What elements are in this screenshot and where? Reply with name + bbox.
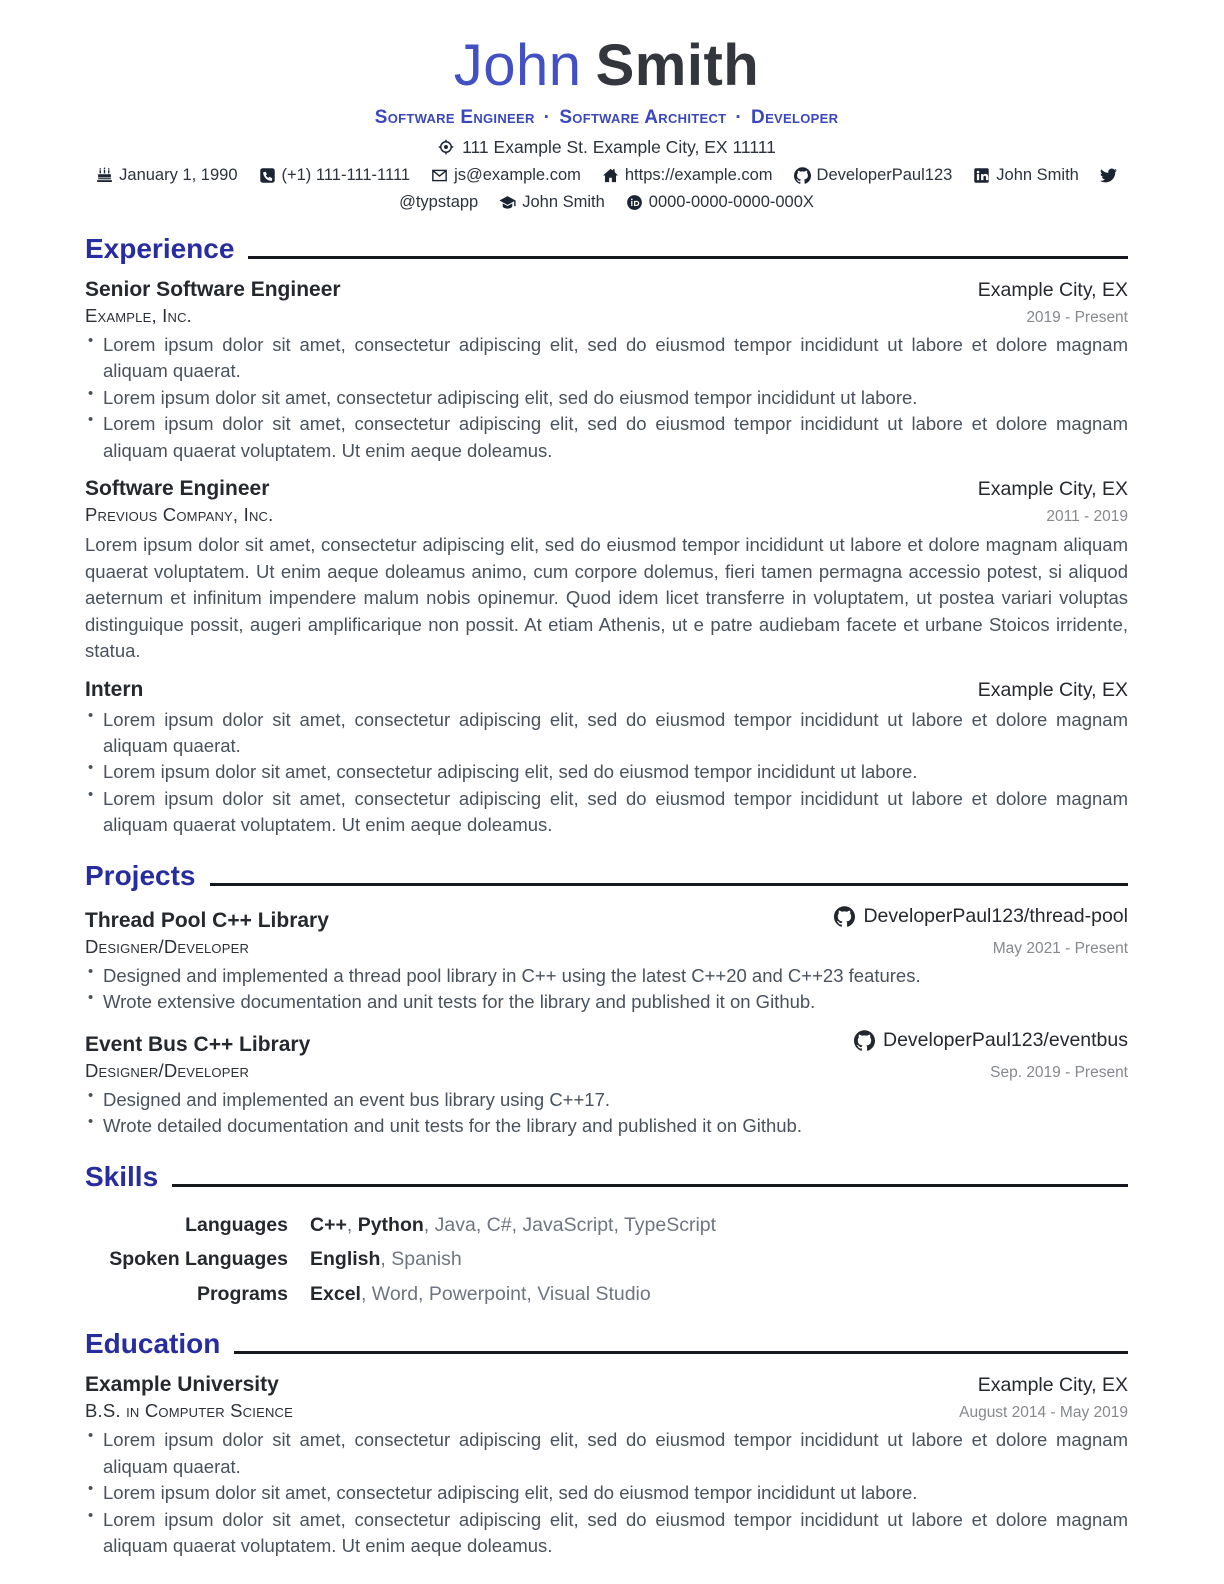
bullet-item: • Lorem ipsum dolor sit amet, consectetur adipiscing elit, sed do eiusmod tempor incididunt ut labore.	[85, 1480, 1128, 1506]
bullet-item: • Lorem ipsum dolor sit amet, consectetur adipiscing elit, sed do eiusmod tempor incididunt ut labore et dolore magnam aliquam quaerat voluptatem. Ut enim aeque doleamus.	[85, 411, 1128, 464]
entry-right-text: Example City, EX	[977, 478, 1128, 501]
entry-heading-row	[85, 1029, 1128, 1057]
entry-subtitle: Designer/Developer	[85, 935, 250, 957]
entry-title: Thread Pool C++ Library	[85, 908, 329, 932]
github-icon	[834, 906, 855, 927]
phone-icon	[259, 167, 276, 184]
entry-location	[978, 679, 1128, 702]
entry-title: Senior Software Engineer	[85, 277, 341, 301]
entry-right-text: Example City, EX	[977, 1374, 1128, 1397]
entry-location	[978, 279, 1128, 302]
job-title: Developer	[751, 106, 839, 128]
entry-sub-row	[85, 305, 1128, 327]
entry-bullet-list	[85, 332, 1128, 464]
resume-entry	[85, 905, 1128, 1016]
skill-item-emphasized: English	[310, 1248, 381, 1271]
section-heading	[85, 1161, 1128, 1193]
entry-bullet-list	[85, 707, 1128, 839]
github-icon	[854, 1030, 875, 1051]
skill-category-label: Programs	[196, 1282, 288, 1305]
skill-category-label: Spoken Languages	[109, 1248, 288, 1271]
skill-item: ,	[346, 1213, 358, 1236]
entry-heading-row	[85, 678, 1128, 702]
section-title: Experience	[85, 232, 235, 264]
contact-twitter-handle-text: @typstapp	[399, 192, 479, 211]
skill-values	[310, 1282, 1128, 1307]
section-heading	[85, 1328, 1128, 1360]
entry-title: Intern	[85, 677, 144, 701]
entry-repo-link[interactable]	[854, 1029, 1128, 1052]
bullet-item: • Lorem ipsum dolor sit amet, consectetur adipiscing elit, sed do eiusmod tempor incididunt ut labore et dolore magnam aliquam quaerat.	[85, 1427, 1128, 1480]
entry-dates: 2011 - 2019	[1046, 508, 1128, 526]
entry-sub-row	[85, 936, 1128, 958]
entry-sub-row	[85, 1060, 1128, 1082]
location-icon	[437, 138, 455, 156]
bullet-item: • Lorem ipsum dolor sit amet, consectetur adipiscing elit, sed do eiusmod tempor incididunt ut labore et dolore magnam aliquam quaerat.	[85, 332, 1128, 385]
entry-dates: May 2021 - Present	[992, 939, 1128, 957]
email-icon	[431, 167, 448, 184]
contact-website-text: https://example.com	[624, 165, 773, 184]
entry-heading-row	[85, 477, 1128, 501]
entry-location	[978, 1374, 1128, 1397]
entry-bullet-list	[85, 963, 1128, 1016]
bullet-item: • Wrote extensive documentation and unit tests for the library and published it on Github.	[85, 989, 1128, 1015]
contact-github[interactable]	[794, 166, 953, 185]
contact-scholar[interactable]	[499, 193, 605, 212]
bullet-item: • Designed and implemented an event bus library using C++17.	[85, 1087, 1128, 1113]
skill-item-emphasized: C++	[310, 1213, 347, 1236]
twitter-icon	[1100, 167, 1117, 184]
full-name	[85, 34, 1128, 98]
contact-linkedin-text: John Smith	[996, 165, 1079, 184]
entry-dates: 2019 - Present	[1026, 308, 1128, 326]
job-title: Software Engineer	[374, 106, 535, 128]
entry-bullet-list	[85, 1427, 1128, 1559]
entry-right-text: DeveloperPaul123/eventbus	[882, 1028, 1128, 1051]
entry-subtitle: B.S. in Computer Science	[85, 1400, 293, 1422]
entry-title: Software Engineer	[85, 477, 270, 501]
section-rule	[210, 883, 1129, 886]
address-text: 111 Example St. Example City, EX 11111	[462, 136, 776, 157]
entry-subtitle: Designer/Developer	[85, 1059, 250, 1081]
entry-right-text: Example City, EX	[977, 678, 1128, 701]
entry-sub-row	[85, 504, 1128, 526]
entry-title: Example University	[85, 1373, 279, 1397]
skill-values	[310, 1247, 1128, 1272]
skill-item-emphasized: Python	[357, 1213, 424, 1236]
section-rule	[248, 256, 1128, 259]
github-icon	[794, 167, 811, 184]
contact-github-text: DeveloperPaul123	[816, 165, 953, 184]
bullet-item: • Lorem ipsum dolor sit amet, consectetur adipiscing elit, sed do eiusmod tempor incididunt ut labore.	[85, 759, 1128, 785]
skill-item-emphasized: Excel	[310, 1282, 361, 1305]
entry-sub-row	[85, 1400, 1128, 1422]
resume-entry	[85, 1029, 1128, 1140]
contact-phone[interactable]	[259, 166, 411, 185]
resume-entry	[85, 678, 1128, 839]
bullet-item: • Lorem ipsum dolor sit amet, consectetur adipiscing elit, sed do eiusmod tempor incididunt ut labore.	[85, 385, 1128, 411]
section-title: Projects	[85, 859, 196, 891]
skill-item: , Java, C#, JavaScript, TypeScript	[423, 1213, 717, 1236]
skills-table	[85, 1213, 1128, 1307]
entry-dates: Sep. 2019 - Present	[990, 1063, 1128, 1081]
resume-entry	[85, 1373, 1128, 1559]
entry-dates: August 2014 - May 2019	[959, 1404, 1128, 1422]
entry-heading-row	[85, 1373, 1128, 1397]
resume-header	[85, 34, 1128, 212]
skill-values	[310, 1213, 1128, 1238]
contact-birthday-text: January 1, 1990	[119, 165, 238, 184]
contact-email-text: js@example.com	[454, 165, 581, 184]
first-name: John	[453, 33, 582, 98]
entry-location	[978, 478, 1128, 501]
entry-bullet-list	[85, 1087, 1128, 1140]
section-title: Education	[85, 1328, 221, 1359]
entry-subtitle: Example, Inc.	[85, 304, 193, 326]
contact-orcid[interactable]	[626, 193, 814, 212]
resume-entry	[85, 278, 1128, 464]
contact-scholar-text: John Smith	[522, 192, 605, 211]
entry-heading-row	[85, 278, 1128, 302]
contact-twitter[interactable]	[1100, 167, 1117, 184]
skill-category-label: Languages	[185, 1213, 288, 1236]
resume-entry	[85, 477, 1128, 664]
skill-item: , Spanish	[380, 1248, 462, 1271]
contact-row	[85, 166, 1128, 185]
entry-paragraph: Lorem ipsum dolor sit amet, consectetur adipiscing elit, sed do eiusmod tempor incididunt ut labore et dolore magnam aliquam quaerat voluptatem. Ut enim aeque doleamus animo, cum corpore dolemus, fieri tamen permagna accessio potest, si aliquod aeternum et infinitum impendere malum nobis opinemur. Quod idem licet transferre in voluptatem, ut postea variari voluptas distinguique possit, augeri amplificarique non possit. At etiam Athenis, ut e patre audiebam facete et urbane Stoicos irridente, statua.	[85, 534, 1128, 662]
orcid-icon	[626, 194, 643, 211]
contact-linkedin[interactable]	[973, 166, 1079, 185]
title-separator: ·	[543, 106, 551, 128]
bullet-item: • Designed and implemented a thread pool library in C++ using the latest C++20 and C++23 features.	[85, 963, 1128, 989]
contact-phone-text: (+1) 111-111-1111	[281, 165, 411, 184]
bullet-item: • Lorem ipsum dolor sit amet, consectetur adipiscing elit, sed do eiusmod tempor incididunt ut labore et dolore magnam aliquam quaerat voluptatem. Ut enim aeque doleamus.	[85, 786, 1128, 839]
entry-title: Event Bus C++ Library	[85, 1032, 311, 1056]
entry-right-text: DeveloperPaul123/thread-pool	[863, 904, 1128, 927]
scholar-icon	[499, 194, 516, 211]
job-titles	[85, 107, 1128, 129]
entry-subtitle: Previous Company, Inc.	[85, 504, 274, 526]
section-heading	[85, 233, 1128, 265]
birthday-cake-icon	[96, 167, 113, 184]
contact-twitter-handle[interactable]	[399, 193, 478, 212]
entry-right-text: Example City, EX	[977, 278, 1128, 301]
contact-info	[85, 166, 1128, 212]
bullet-item: • Lorem ipsum dolor sit amet, consectetur adipiscing elit, sed do eiusmod tempor incididunt ut labore et dolore magnam aliquam quaerat voluptatem. Ut enim aeque doleamus.	[85, 1507, 1128, 1560]
section-heading	[85, 860, 1128, 892]
bullet-item: • Lorem ipsum dolor sit amet, consectetur adipiscing elit, sed do eiusmod tempor incididunt ut labore et dolore magnam aliquam quaerat.	[85, 707, 1128, 760]
bullet-item: • Wrote detailed documentation and unit tests for the library and published it on Github.	[85, 1113, 1128, 1139]
contact-row	[85, 193, 1128, 212]
section-rule	[234, 1351, 1128, 1354]
job-title: Software Architect	[559, 106, 727, 128]
skill-item: , Word, Powerpoint, Visual Studio	[360, 1282, 651, 1305]
entry-repo-link[interactable]	[834, 905, 1128, 928]
entry-heading-row	[85, 905, 1128, 933]
contact-birthday	[96, 166, 237, 185]
contact-orcid-text: 0000-0000-0000-000X	[648, 192, 814, 211]
contact-email[interactable]	[431, 166, 581, 185]
section-rule	[172, 1184, 1128, 1187]
home-icon	[602, 167, 619, 184]
linkedin-icon	[973, 167, 990, 184]
resume-sections	[85, 233, 1128, 1560]
address-line	[85, 137, 1128, 158]
contact-website[interactable]	[602, 166, 773, 185]
section-title: Skills	[85, 1160, 159, 1192]
last-name: Smith	[595, 33, 760, 98]
title-separator: ·	[735, 106, 743, 128]
